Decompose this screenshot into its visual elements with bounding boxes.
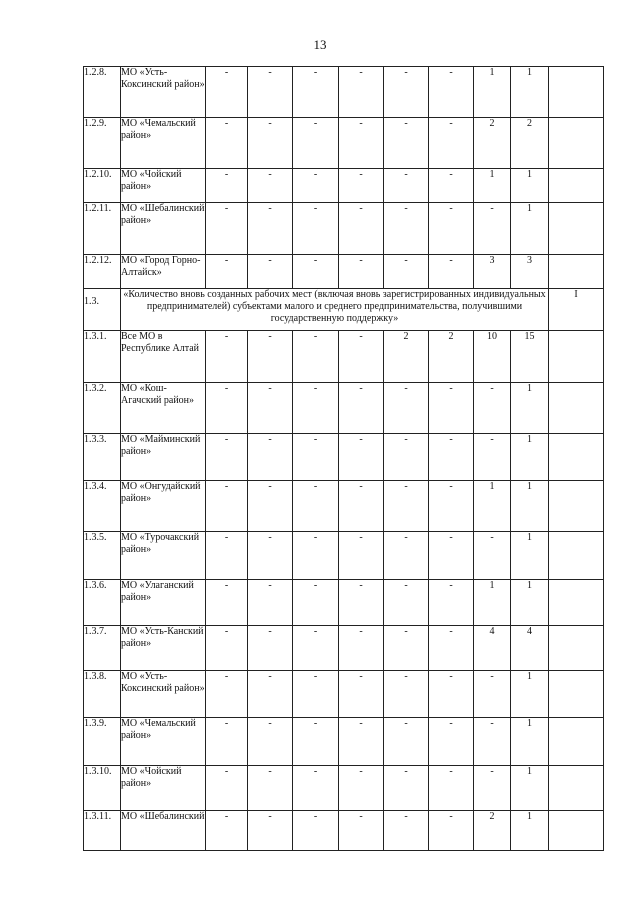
row-value: - [206,434,248,481]
row-value: - [429,766,474,811]
row-value: 1 [511,766,549,811]
row-municipality: МО «Шебалинский [121,811,206,851]
row-extra [549,203,604,255]
row-municipality: МО «Усть-Канский район» [121,626,206,671]
section-title: «Количество вновь созданных рабочих мест (включая вновь зарегистрированных индивидуальных предпринимателей) субъектами малого и среднего предпринимательства, получившими государственную поддержку» [121,289,549,331]
row-value: - [429,203,474,255]
table-row [84,626,604,671]
row-number: 1.3.1. [84,331,121,383]
row-value: - [248,481,293,532]
row-value: 2 [384,331,429,383]
row-value: - [384,255,429,289]
row-value: - [384,580,429,626]
row-value: - [384,671,429,718]
row-value: - [339,626,384,671]
row-number: 1.3.3. [84,434,121,481]
row-value: - [339,811,384,851]
row-number: 1.3.10. [84,766,121,811]
row-value: - [429,67,474,118]
row-value: 1 [474,580,511,626]
row-value: - [206,811,248,851]
row-value: - [206,67,248,118]
table-row [84,169,604,203]
row-number: 1.3.6. [84,580,121,626]
row-value: - [384,434,429,481]
row-extra [549,718,604,766]
row-value: 15 [511,331,549,383]
row-number: 1.3.9. [84,718,121,766]
row-value: 1 [511,718,549,766]
row-value: - [248,331,293,383]
row-value: - [339,718,384,766]
row-extra [549,255,604,289]
row-number: 1.3.2. [84,383,121,434]
row-value: - [293,255,339,289]
table-row [84,203,604,255]
row-value: - [206,481,248,532]
row-value: - [206,718,248,766]
row-extra [549,766,604,811]
row-value: 1 [511,169,549,203]
row-municipality: МО «Онгудайский район» [121,481,206,532]
row-value: - [206,255,248,289]
row-value: - [474,203,511,255]
table-row [84,532,604,580]
row-extra [549,580,604,626]
row-value: - [248,626,293,671]
row-extra [549,331,604,383]
row-municipality: МО «Город Горно-Алтайск» [121,255,206,289]
row-value: - [474,718,511,766]
table-row [84,67,604,118]
row-municipality: МО «Майминский район» [121,434,206,481]
row-value: - [206,626,248,671]
row-municipality: МО «Чойский район» [121,169,206,203]
row-extra [549,118,604,169]
row-value: - [384,169,429,203]
row-value: - [474,671,511,718]
row-value: - [339,766,384,811]
row-value: - [429,671,474,718]
row-extra [549,811,604,851]
row-value: 1 [474,481,511,532]
row-value: - [206,169,248,203]
row-value: 2 [429,331,474,383]
row-value: - [429,118,474,169]
row-value: - [339,434,384,481]
row-value: - [206,331,248,383]
row-value: - [429,383,474,434]
row-value: - [248,255,293,289]
row-value: - [293,481,339,532]
row-value: - [248,434,293,481]
row-value: - [293,203,339,255]
row-value: - [339,532,384,580]
row-value: - [384,811,429,851]
row-value: 1 [511,383,549,434]
row-value: - [339,481,384,532]
row-value: - [474,532,511,580]
row-value: - [474,383,511,434]
row-value: 1 [511,434,549,481]
table-row [84,434,604,481]
row-value: - [384,383,429,434]
row-value: - [474,766,511,811]
row-value: - [206,580,248,626]
row-value: - [339,671,384,718]
row-value: 1 [511,532,549,580]
row-number: 1.3.4. [84,481,121,532]
row-value: - [293,434,339,481]
row-value: 1 [474,67,511,118]
table-row [84,718,604,766]
row-extra [549,671,604,718]
row-number: 1.2.8. [84,67,121,118]
table-row [84,331,604,383]
row-value: - [293,718,339,766]
row-municipality: МО «Усть-Коксинский район» [121,671,206,718]
row-number: 1.2.11. [84,203,121,255]
row-value: - [339,67,384,118]
row-value: - [293,532,339,580]
row-value: - [293,811,339,851]
row-number: 1.3.5. [84,532,121,580]
row-value: - [206,671,248,718]
row-value: - [339,580,384,626]
row-value: 3 [474,255,511,289]
row-value: - [429,169,474,203]
table-body [84,67,604,851]
row-value: - [384,766,429,811]
row-municipality: МО «Улаганский район» [121,580,206,626]
row-value: - [429,532,474,580]
row-value: - [248,811,293,851]
row-value: - [248,671,293,718]
row-value: - [293,118,339,169]
row-value: 1 [474,169,511,203]
row-municipality: МО «Чемальский район» [121,718,206,766]
row-value: - [339,118,384,169]
row-municipality: МО «Турочакский район» [121,532,206,580]
row-value: - [206,532,248,580]
row-extra [549,626,604,671]
row-value: - [206,766,248,811]
row-value: 3 [511,255,549,289]
table-row [84,671,604,718]
row-value: 2 [511,118,549,169]
row-value: - [339,255,384,289]
row-extra [549,169,604,203]
row-value: - [339,169,384,203]
row-value: - [384,481,429,532]
row-value: - [429,626,474,671]
row-value: - [248,532,293,580]
row-value: - [293,766,339,811]
row-value: - [384,532,429,580]
row-value: - [206,383,248,434]
row-value: - [293,671,339,718]
row-value: - [474,434,511,481]
table-row [84,811,604,851]
row-value: 2 [474,118,511,169]
row-value: - [339,383,384,434]
section-number: 1.3. [84,289,121,331]
row-value: 1 [511,203,549,255]
table-row [84,481,604,532]
row-value: 1 [511,580,549,626]
row-value: - [384,718,429,766]
row-value: - [384,67,429,118]
row-value: - [429,434,474,481]
row-value: - [429,718,474,766]
row-value: - [293,169,339,203]
row-value: - [248,67,293,118]
table-row [84,118,604,169]
row-value: 1 [511,811,549,851]
row-number: 1.3.7. [84,626,121,671]
row-value: - [248,169,293,203]
row-municipality: МО «Чойский район» [121,766,206,811]
table-row [84,255,604,289]
row-number: 1.3.8. [84,671,121,718]
row-value: - [248,766,293,811]
row-value: - [384,626,429,671]
row-number: 1.2.9. [84,118,121,169]
row-value: - [293,580,339,626]
row-value: 2 [474,811,511,851]
row-extra [549,67,604,118]
row-value: 4 [511,626,549,671]
row-value: - [384,203,429,255]
row-value: - [293,331,339,383]
row-number: 1.3.11. [84,811,121,851]
row-value: - [248,203,293,255]
row-value: - [248,580,293,626]
row-value: - [206,203,248,255]
row-extra [549,383,604,434]
row-value: - [248,383,293,434]
document-table [83,66,604,851]
row-value: - [429,255,474,289]
row-value: 10 [474,331,511,383]
section-extra: I [549,289,604,331]
row-value: - [384,118,429,169]
row-municipality: МО «Шебалинский район» [121,203,206,255]
table-row [84,766,604,811]
table-row [84,580,604,626]
row-value: - [248,118,293,169]
row-value: - [339,203,384,255]
row-extra [549,434,604,481]
row-municipality: Все МО в Республике Алтай [121,331,206,383]
row-extra [549,532,604,580]
row-value: 4 [474,626,511,671]
row-extra [549,481,604,532]
row-value: 1 [511,481,549,532]
row-value: 1 [511,671,549,718]
row-value: - [293,67,339,118]
row-value: - [429,811,474,851]
row-value: - [429,481,474,532]
row-municipality: МО «Усть-Коксинский район» [121,67,206,118]
section-row [84,289,604,331]
table-row [84,383,604,434]
row-value: - [339,331,384,383]
row-municipality: МО «Кош-Агачский район» [121,383,206,434]
page-number: 13 [313,37,327,52]
row-value: - [206,118,248,169]
row-value: - [429,580,474,626]
row-value: - [293,626,339,671]
row-number: 1.2.12. [84,255,121,289]
row-number: 1.2.10. [84,169,121,203]
row-value: - [248,718,293,766]
row-value: - [293,383,339,434]
row-municipality: МО «Чемальский район» [121,118,206,169]
row-value: 1 [511,67,549,118]
